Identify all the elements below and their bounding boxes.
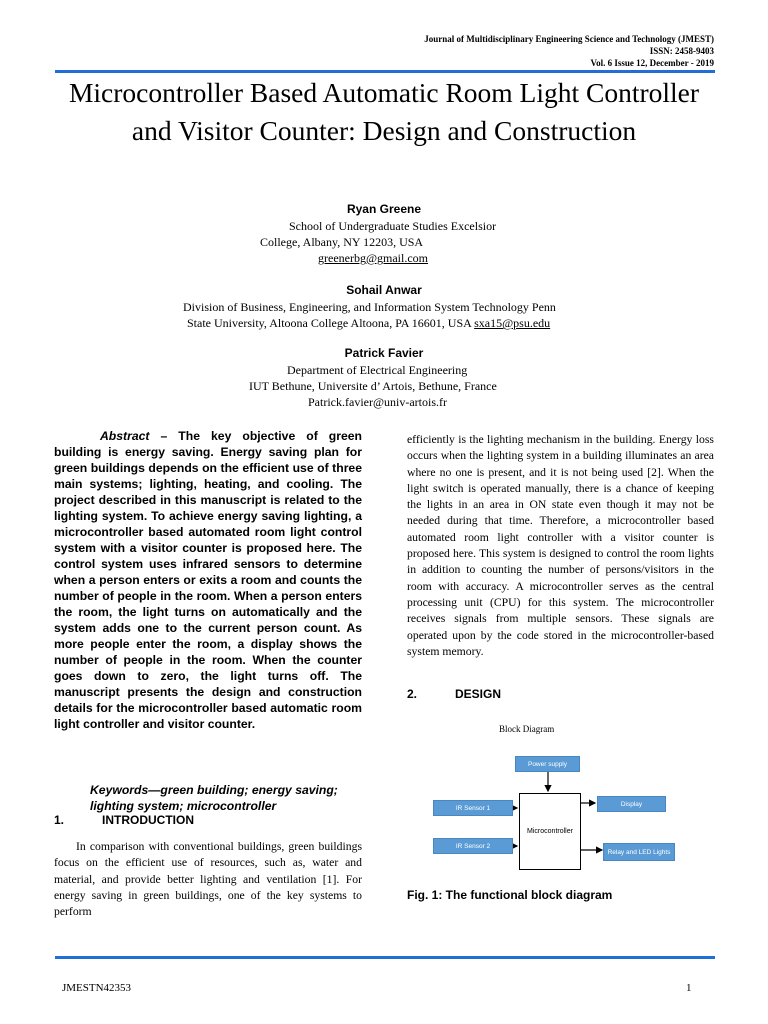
journal-volume: Vol. 6 Issue 12, December - 2019: [590, 58, 714, 68]
ir-sensor-2-block: IR Sensor 2: [433, 838, 513, 854]
ir-sensor-1-block: IR Sensor 1: [433, 800, 513, 816]
section-title: INTRODUCTION: [102, 813, 194, 827]
figure-caption: Fig. 1: The functional block diagram: [407, 888, 613, 902]
relay-led-block: Relay and LED Lights: [603, 843, 675, 861]
keywords-text: Keywords—green building; energy saving; lighting system; microcontroller: [90, 783, 338, 813]
author-email: Patrick.favier@univ-artois.fr: [308, 395, 448, 409]
author-name: Patrick Favier: [344, 346, 424, 360]
display-block: Display: [597, 796, 666, 812]
microcontroller-block: Microcontroller: [519, 793, 581, 870]
author-affiliation: College, Albany, NY 12203, USA: [260, 235, 424, 249]
paper-title: Microcontroller Based Automatic Room Light Controller and Visitor Counter: Design and Construction: [68, 77, 700, 146]
page-number: 1: [686, 982, 692, 994]
abstract-lead: Abstract: [100, 429, 150, 443]
section-number: 1.: [54, 813, 65, 827]
author-affiliation: Division of Business, Engineering, and Information System Technology Penn: [183, 300, 556, 314]
footer-paper-id: JMESTN42353: [62, 982, 132, 994]
author-email[interactable]: greenerbg@gmail.com: [318, 251, 429, 265]
journal-name: Journal of Multidisciplinary Engineering Science and Technology (JMEST): [424, 34, 714, 44]
abstract-text: – The key objective of green building is energy saving. Energy saving plan for green buildings depends on the efficient use of three main systems; lighting, heating, and cooling. The project described in this manuscript is related to the lighting system. To achieve energy saving lighting, a microcontroller based automated room light control system with a visitor counter is proposed here. The control system uses infrared sensors to determine when a person enters or exits a room and counts the number of people in the room. When a person enters the room, the light turns on automatically and the system adds one to the current person count. As more people enter the room, a display shows the number of people in the room. When the counter goes down to zero, the light turns off. The manuscript presents the design and construction details for the microcontroller based automatic room light controller and visitor counter.: [54, 429, 362, 731]
author-name: Ryan Greene: [346, 202, 422, 216]
author-affiliation: IUT Bethune, Universite d’ Artois, Bethune, France: [249, 379, 497, 393]
right-column-paragraph: efficiently is the lighting mechanism in the building. Energy loss occurs when the lighting system in a building illuminates an area where no one is present, and it is not being used [2]. When the light switch is operated manually, there is a chance of keeping the lights in an area in ON state even though it may not be needed during that time. Therefore, a microcontroller based automated room light controller with a visitor counter is proposed here. This system is designed to control the room lights in addition to counting the number of persons/visitors in the room with accuracy. A microcontroller serves as the central processing unit (CPU) for this system. The microcontroller receives signals from multiple sensors. These signals are operated upon by the code stored in the microcontroller-based system memory.: [407, 433, 714, 658]
section-number: 2.: [407, 687, 418, 701]
author-affiliation-text: State University, Altoona College Altoona, PA 16601, USA: [187, 316, 472, 330]
author-affiliation: Department of Electrical Engineering: [287, 363, 468, 377]
introduction-paragraph: In comparison with conventional buildings, green buildings focus on the efficient use of resources, such as, water and material, and provide better lighting and ventilation [1]. For energy saving in green buildings, one of the key systems to perform: [54, 840, 362, 919]
block-diagram-title: Block Diagram: [499, 724, 555, 734]
section-title: DESIGN: [455, 687, 502, 701]
author-name: Sohail Anwar: [346, 283, 422, 297]
author-affiliation: School of Undergraduate Studies Excelsior: [289, 219, 497, 233]
author-email[interactable]: sxa15@psu.edu: [474, 316, 551, 330]
power-supply-block: Power supply: [515, 756, 580, 772]
journal-issn: ISSN: 2458-9403: [649, 46, 714, 56]
footer-rule: [55, 956, 715, 959]
